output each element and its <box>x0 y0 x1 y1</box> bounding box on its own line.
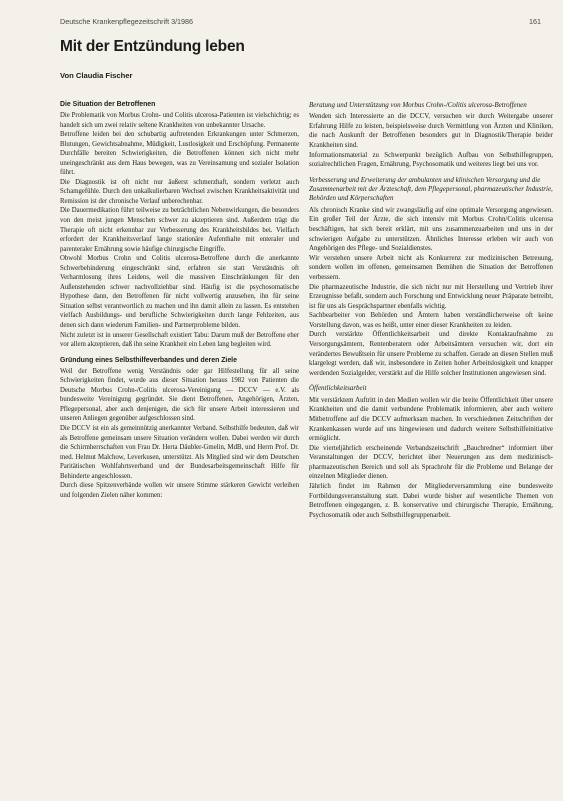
body-paragraph: Nicht zuletzt ist in unserer Gesellschaft existiert Tabu: Darum muß der Betroffene eher vor allem akzeptieren, daß ihn seine Krankheit ein Leben lang begleiten wird. <box>60 331 299 349</box>
body-paragraph: Die Problematik von Morbus Crohn- und Colitis ulcerosa-Patienten ist vielschichtig; es handelt sich um zwei relativ seltene Krankheiten von unbekannter Ursache. <box>60 112 299 129</box>
body-paragraph: Die DCCV ist ein als gemeinnützig anerkannter Verband. Selbsthilfe bedeuten, daß wir als Betroffene gemeinsam unsere Situation verändern wollen. Dabei werden wir durch die Schirmherrschaften von Frau Dr. Herta Däubler-Gmelin, MdB, und Herrn Prof. Dr. med. Helmut Malchow, Leverkusen, unterstützt. Als Mitglied sind wir dem Deutschen Paritätischen Wohlfahrtsverband und der Bundesarbeitsgemeinschaft Hilfe für Behinderte angeschlossen. <box>60 424 299 480</box>
body-paragraph: Obwohl Morbus Crohn und Colitis ulcerosa-Betroffene durch die anerkannte Schwerbehinderung eingeschränkt sind, erfahren sie statt Verständnis oft Verharmlosung ihres Leidens, weil die massiven Einschränkungen für den Außenstehenden schwer nachvollziehbar sind. Häufig ist die psychosomatische Hypothese dann, den Betroffenen für nicht vollwertig anzusehen, ihn für seine Situation selbst verantwortlich zu machen und ihn damit allein zu lassen. Es entstehen vielfach Ausbildungs- und berufliche Schwierigkeiten durch lange Fehlzeiten, aus denen sich dann wiederum Familien- und Partnerprobleme bilden. <box>60 255 299 330</box>
body-paragraph: Informationsmaterial zu Schwerpunkt bezüglich Aufbau von Selbsthilfegruppen, sozialrechtlichen Fragen, Ernährung, Psychosomatik und weiteres liegt bei uns vor. <box>309 151 553 169</box>
right-column <box>309 101 553 795</box>
body-paragraph: Weil der Betroffene wenig Verständnis oder gar Hilfestellung für all seine Schwierigkeiten findet, wurde aus dieser Situation heraus 1982 von Patienten die Deutsche Morbus Crohn-/Colitis ulcerosa-Vereinigung — DCCV — e.V. als bundesweite Vereinigung gegründet. Sie dient Betroffenen, Angehörigen, Ärzten, Pflegepersonal, aber auch denjenigen, die sich für unsere Arbeit interessieren und unseren Anliegen gegenüber aufgeschlossen sind. <box>60 367 299 423</box>
section-heading: Verbesserung und Erweiterung der ambulanten und klinischen Versorgung und die Zusammenarbeit mit der Ärzteschaft, dem Pflegepersonal, pharmazeutischer Industrie, Behörden und Körperschaften <box>309 175 553 203</box>
page-number: 161 <box>529 17 541 26</box>
section-heading: Öffentlichkeitsarbeit <box>309 384 367 393</box>
body-paragraph: Durch verstärkte Öffentlichkeitsarbeit und direkte Kontaktaufnahme zu Versorgungsämtern, Rentenberatern oder Arbeitsämtern versuchen wir, dort ein verändertes Bewußtsein für unsere Probleme zu schaffen. Gerade an diesen Stellen muß klargelegt werden, daß wir, insbesondere in Zeiten hoher Arbeitslosigkeit und knapper werdenden Sozialgelder, verstärkt auf die Hilfe solcher Institutionen angewiesen sind. <box>309 331 553 377</box>
author-byline: Von Claudia Fischer <box>60 71 133 80</box>
body-paragraph: Wenden sich Interessierte an die DCCV, versuchen wir durch Weitergabe unserer Erfahrung Hilfe zu leisten, beispielsweise durch Vermittlung von Ärzten und Kliniken, die nach Auskunft der Betroffenen besonders gut in Diagnostik/Therapie beider Krankheiten sind. <box>309 113 553 150</box>
journal-name: Deutsche Krankenpflegezeitschrift 3/1986 <box>60 17 194 26</box>
body-paragraph: Durch diese Spitzenverbände wollen wir unsere Stimme stärkeren Gewicht verleihen und folgenden Zielen näher kommen: <box>60 482 299 499</box>
section-heading: Beratung und Unterstützung von Morbus Crohn-/Colitis ulcerosa-Betroffenen <box>309 101 527 109</box>
body-paragraph: Die pharmazeutische Industrie, die sich nicht nur mit Herstellung und Vertrieb ihrer Erzeugnisse befaßt, sondern auch Forschung und Entwicklung neuer Präparate betreibt, ist für uns als Gesprächspartner ebenfalls wichtig. <box>309 283 553 310</box>
body-paragraph: Die Diagnostik ist oft nicht nur äußerst schmerzhaft, sondern verletzt auch Schamgefühle. Durch den unkalkulierbaren Wechsel zwischen Krankheitsaktivität und Remission ist der chronische Verlauf unberechenbar. <box>60 178 299 205</box>
left-column <box>60 100 299 795</box>
body-paragraph: Betroffene leiden bei den schubartig auftretenden Erkrankungen unter Schmerzen, Blutungen, Gewichtsabnahme, Müdigkeit, Lustlosigkeit und Erschöpfung. Permanente Durchfälle bereiten Schwierigkeiten, die Betroffenen können sich nicht mehr uneingeschränkt aus dem Haus bewegen, was zu Vereinsamung und sozialer Isolation führt. <box>60 131 299 177</box>
body-paragraph: Wir verstehen unsere Arbeit nicht als Konkurrenz zur medizinischen Betreuung, sondern wollen im offenen, gemeinsamen Bemühen die Situation der Betroffenen verbessern. <box>309 254 553 281</box>
running-head <box>60 15 541 29</box>
body-paragraph: Als chronisch Kranke sind wir zwangsläufig auf eine optimale Versorgung angewiesen. Ein großer Teil der Ärzte, die sich intensiv mit Morbus Crohn/Colitis ulcerosa beschäftigen, hat sich bereit erklärt, mit uns zusammenzuarbeiten und uns in der schwierigen Aufgabe zu unterstützen. Ähnliches Interesse erleben wir auch von Angehörigen des Pflege- und Sozialdienstes. <box>309 206 553 253</box>
section-heading: Gründung eines Selbsthilfeverbandes und deren Ziele <box>60 356 237 364</box>
body-paragraph: Mit verstärktem Auftritt in den Medien wollen wir die breite Öffentlichkeit über unsere Krankheiten und die damit verbundene Problematik informieren, aber auch weitere Mitbetroffene auf die DCCV aufmerksam machen. In verschiedenen Zeitschriften der Krankenkassen wurde auf uns hingewiesen und dadurch weitere Selbsthilfeinitiative ermöglicht. <box>309 396 553 443</box>
body-paragraph: Die vierteljährlich erscheinende Verbandszeitschrift „Bauchredner“ informiert über Veranstaltungen der DCCV, berichtet über Neuerungen aus dem medizinisch-pharmazeutischen Bereich und soll als Sprachrohr für die Probleme und Belange der einzelnen Mitglieder dienen. <box>309 444 553 481</box>
body-paragraph: Jährlich findet im Rahmen der Mitgliederversammlung eine bundesweite Fortbildungsveranstaltung statt. Dabei wurde bisher auf wesentliche Themen von Betroffenen eingegangen, z. B. konservative und chirurgische Therapie, Ernährung, Psychosomatik oder auch Selbsthilfegruppenarbeit. <box>309 483 553 519</box>
body-paragraph: Die Dauermedikation führt teilweise zu beträchtlichen Nebenwirkungen, die besonders von den meist jungen Menschen schwer zu akzeptieren sind. Außerdem trägt die Therapie oft nicht erkennbar zur Verbesserung des Krankheitsbildes bei. Vielfach erfordert der Krankheitsverlauf lange stationäre Aufenthalte mit enteraler und parenteraler Ernährung sowie häufige chirurgische Eingriffe. <box>60 207 299 253</box>
article-title: Mit der Entzündung leben <box>60 38 245 55</box>
body-paragraph: Sachbearbeiter von Behörden und Ämtern haben verständlicherweise oft keine Vorstellung davon, was es heißt, unter einer dieser Krankheiten zu leiden. <box>309 312 553 329</box>
section-heading: Die Situation der Betroffenen <box>60 101 156 108</box>
